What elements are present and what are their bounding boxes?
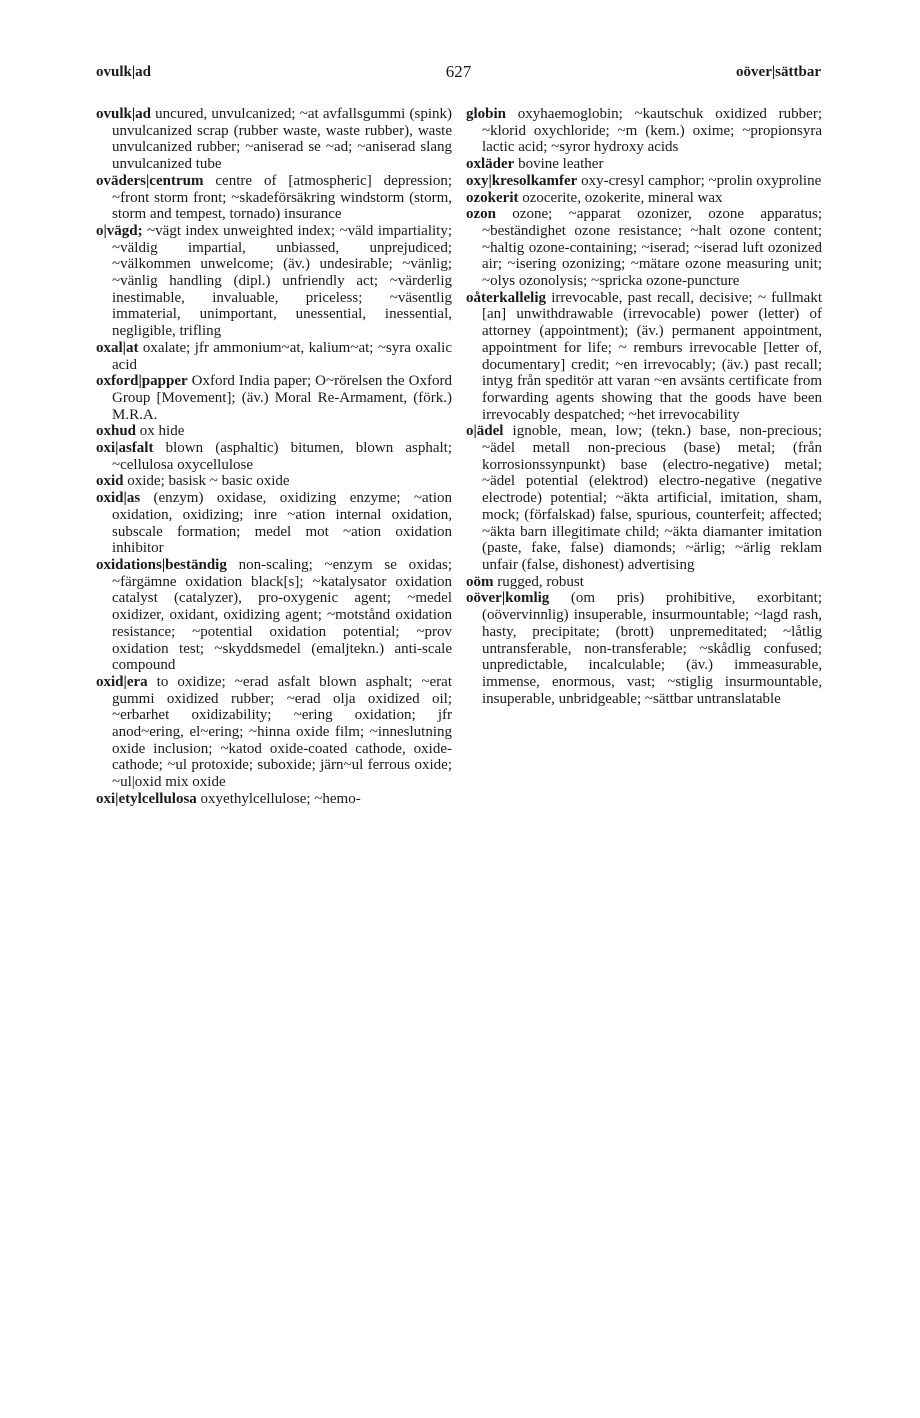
definition: oxy-cresyl camphor; ~prolin oxyproline — [577, 172, 822, 189]
definition: bovine leather — [514, 156, 604, 173]
headword: oxläder — [466, 156, 515, 173]
definition: irrevocable, past recall, decisive; ~ fullmakt [an] unwithdrawable (irrevocable) power (letter) of attorney (appointment); (äv.) permanent appointment, appointment for life; ~ remburs irrevocable [letter of, documentary] credit; ~en irrevocably; (äv.) past recall; intyg från speditör att varan ~en avsänts certificate from forwarding agents showing that the goods have been irrevocably despatched; ~het irrevocability — [482, 289, 822, 423]
headword: oxid|era — [96, 673, 148, 690]
headword: oöver|komlig — [466, 590, 550, 607]
definition: oxide; basisk ~ basic oxide — [123, 473, 290, 490]
dictionary-entry — [466, 173, 822, 190]
dictionary-entry — [466, 206, 822, 290]
dictionary-entry — [96, 223, 452, 340]
dictionary-entry — [96, 557, 452, 674]
headword: oxal|at — [96, 339, 139, 356]
headword: oåterkallelig — [466, 289, 546, 306]
headword: o|ädel — [466, 423, 504, 440]
dictionary-entry — [96, 440, 452, 473]
headword: oxid — [96, 473, 124, 490]
dictionary-entry — [96, 423, 452, 440]
headword: ozokerit — [466, 189, 519, 206]
right-column — [466, 106, 822, 707]
headword: oxy|kresolkamfer — [466, 172, 578, 189]
headword: oxford|papper — [96, 373, 188, 390]
dictionary-entry — [466, 290, 822, 424]
definition: oxalate; jfr ammonium~at, kalium~at; ~syra oxalic acid — [112, 339, 452, 373]
definition: (om pris) prohibitive, exorbitant; (oövervinnlig) insuperable, insurmountable; ~lagd rash, hasty, precipitate; (brott) unpremeditated; ~låtlig untransferable, non-transferable; ~skådlig confused; unpredictable, incalculable; (äv.) immeasurable, immense, enormous, vast; ~stiglig insurmountable, insuperable, unbridgeable; ~sättbar untranslatable — [482, 590, 822, 707]
definition: Oxford India paper; O~rörelsen the Oxford Group [Movement]; (äv.) Moral Re-Armament, (förk.) M.R.A. — [112, 373, 452, 423]
headword: globin — [466, 106, 507, 122]
definition: ignoble, mean, low; (tekn.) base, non-precious; ~ädel metall non-precious (base) metal; (från korrosionssynpunkt) base (electro-negative) metal; ~ädel potential (elektrod) electro-negative (negative electrode) potential; ~äkta artificial, imitation, sham, mock; (förfalskad) false, spurious, counterfeit; affected; ~äkta barn illegitimate child; ~äkta diamanter imitation (paste, fake, false) diamonds; ~ärlig; ~ärlig reklam unfair (false, dishonest) advertising — [482, 423, 822, 573]
definition: ozone; ~apparat ozonizer, ozone apparatus; ~beständighet ozone resistance; ~halt ozone content; ~haltig ozone-containing; ~iserad; ~iserad luft ozonized air; ~isering ozonizing; ~mätare ozone measuring unit; ~olys ozonolysis; ~spricka ozone-puncture — [482, 206, 822, 290]
definition: oxyethylcellulose; ~hemo- — [196, 790, 361, 807]
dictionary-entry — [466, 423, 822, 573]
definition: non-scaling; ~enzym se oxidas; ~färgämne oxidation black[s]; ~katalysator oxidation catalyst (catalyzer), pro-oxygenic agent; ~medel oxidizer, oxidant, oxidizing agent; ~motstånd oxidation resistance; ~potential oxidation potential; ~prov oxidation test; ~skyddsmedel (emaljtekn.) anti-scale compound — [112, 556, 452, 674]
definition: ozocerite, ozokerite, mineral wax — [518, 189, 723, 206]
dictionary-entry — [466, 106, 822, 156]
header-guide-word-left: ovulk|ad — [96, 64, 151, 80]
left-column — [96, 106, 452, 808]
definition: centre of [atmospheric] depression; ~front storm front; ~skadeförsäkring windstorm (storm, storm and tempest, tornado) insurance — [112, 172, 452, 223]
header-guide-word-right: oöver|sättbar — [736, 64, 821, 80]
dictionary-entry — [96, 340, 452, 373]
headword: oväders|centrum — [96, 172, 204, 189]
headword: oxid|as — [96, 490, 141, 507]
headword: oxhud — [96, 423, 137, 440]
definition: to oxidize; ~erad asfalt blown asphalt; ~erat gummi oxidized rubber; ~erad olja oxidized oil; ~erbarhet oxidizability; ~ering oxidation; jfr anod~ering, el~ering; ~hinna oxide film; ~inneslutning oxide inclusion; ~katod oxide-coated cathode, oxide-cathode; ~ul protoxide; suboxide; järn~ul ferrous oxide; ~ul|oxid mix oxide — [112, 673, 452, 791]
dictionary-entry — [96, 106, 452, 173]
headword: ovulk|ad — [96, 106, 151, 122]
headword: oxi|asfalt — [96, 440, 154, 457]
definition: oxyhaemoglobin; ~kautschuk oxidized rubber; ~klorid oxychloride; ~m (kem.) oxime; ~propionsyra lactic acid; ~syror hydroxy acids — [482, 106, 822, 156]
dictionary-entry — [466, 590, 822, 707]
definition: ox hide — [136, 423, 185, 440]
headword: o|vägd; — [96, 222, 143, 239]
dictionary-entry — [96, 490, 452, 557]
definition: uncured, unvulcanized; ~at avfallsgummi (spink) unvulcanized scrap (rubber waste, waste rubber), waste unvulcanized rubber; ~aniserad se ~ad; ~aniserad slang unvulcanized tube — [112, 106, 452, 173]
headword: ozon — [466, 206, 496, 223]
dictionary-entry — [466, 156, 822, 173]
definition: (enzym) oxidase, oxidizing enzyme; ~ation oxidation, oxidizing; inre ~ation internal oxidation, subscale formation; medel mot ~ation oxidation inhibitor — [112, 490, 452, 557]
dictionary-entry — [96, 173, 452, 223]
dictionary-entry — [96, 373, 452, 423]
definition: blown (asphaltic) bitumen, blown asphalt; ~cellulosa oxycellulose — [112, 440, 452, 473]
dictionary-entry — [96, 473, 452, 490]
page-header — [96, 64, 821, 88]
dictionary-entry — [96, 791, 452, 808]
headword: oxi|etylcellulosa — [96, 790, 197, 807]
page-number: 627 — [445, 62, 472, 81]
definition: rugged, robust — [493, 573, 584, 590]
dictionary-entry — [466, 190, 822, 207]
definition: ~vägt index unweighted index; ~väld impartiality; ~väldig impartial, unbiassed, unprejudiced; ~välkommen unwelcome; (äv.) undesirable; ~vänlig; ~vänlig handling (dipl.) unfriendly act; ~värderlig inestimable, invaluable, priceless; ~väsentlig immaterial, unimportant, unessential, inessential, negligible, trifling — [112, 222, 452, 340]
headword: oöm — [466, 573, 494, 590]
dictionary-entry — [466, 574, 822, 591]
dictionary-entry — [96, 674, 452, 791]
headword: oxidations|beständig — [96, 556, 227, 573]
